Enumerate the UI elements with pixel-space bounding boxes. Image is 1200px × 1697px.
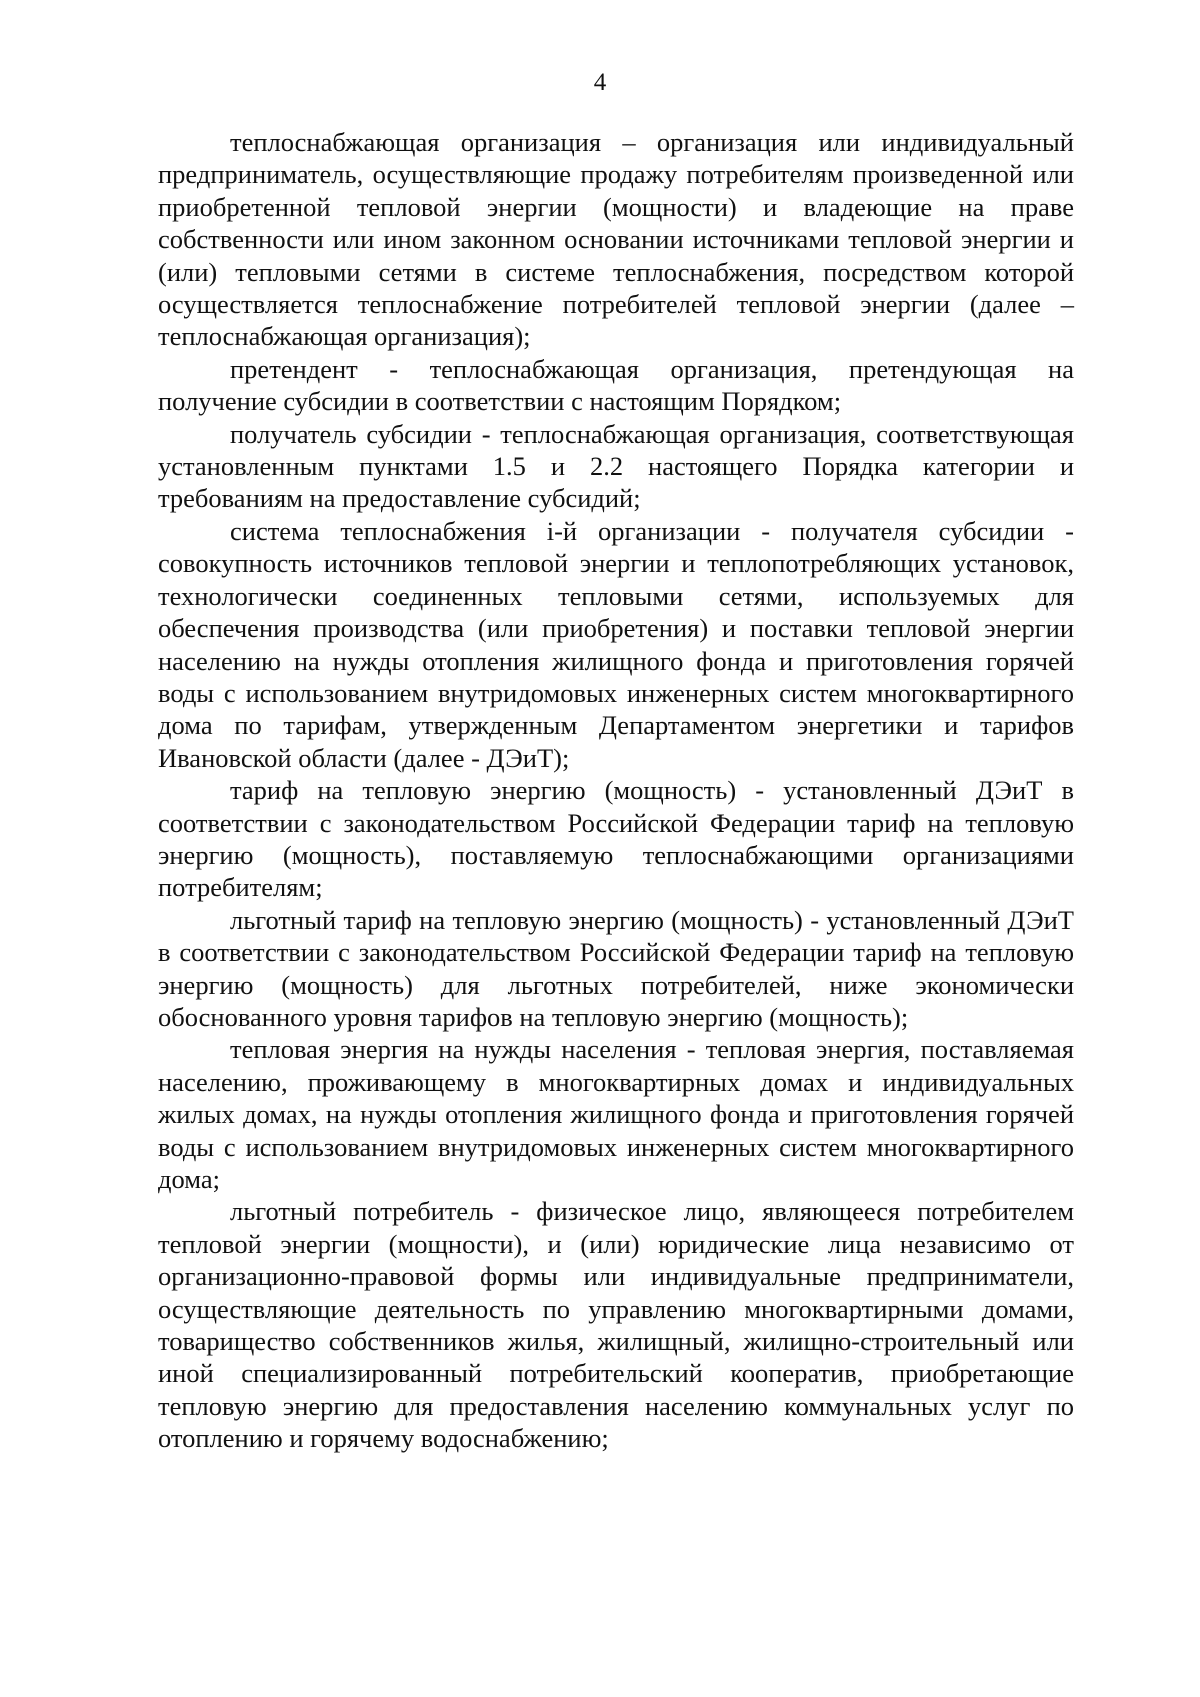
paragraph-heat-supply-system: система теплоснабжения i-й организации - получателя субсидии - совокупность источников тепловой энергии и теплопотребляющих установок, технологически соединенных тепловыми сетями, используемых для обеспечения производства (или приобретения) и поставки тепловой энергии населению на нужды отопления жилищного фонда и приготовления горячей воды с использованием внутридомовых инженерных систем многоквартирного дома по тарифам, утвержденным Департаментом энергетики и тарифов Ивановской области (далее - ДЭиТ); — [158, 515, 1074, 773]
paragraph-subsidy-recipient: получатель субсидии - теплоснабжающая организация, соответствующая установленным пунктами 1.5 и 2.2 настоящего Порядка категории и требованиям на предоставление субсидий; — [158, 418, 1074, 514]
paragraph-heat-supply-organization: теплоснабжающая организация – организация или индивидуальный предприниматель, осуществляющие продажу потребителям произведенной или приобретенной тепловой энергии (мощности) и владеющие на праве собственности или ином законном основании источниками тепловой энергии и (или) тепловыми сетями в системе теплоснабжения, посредством которой осуществляется теплоснабжение потребителей тепловой энергии (далее – теплоснабжающая организация); — [158, 127, 1074, 352]
paragraph-heat-energy-for-population: тепловая энергия на нужды населения - тепловая энергия, поставляемая населению, проживающему в многоквартирных домах и индивидуальных жилых домах, на нужды отопления жилищного фонда и приготовления горячей воды с использованием внутридомовых инженерных систем многоквартирного дома; — [158, 1034, 1074, 1194]
paragraph-applicant: претендент - теплоснабжающая организация, претендующая на получение субсидии в соответствии с настоящим Порядком; — [158, 353, 1074, 417]
page-number: 4 — [593, 69, 607, 96]
paragraph-preferential-tariff: льготный тариф на тепловую энергию (мощность) - установленный ДЭиТ в соответствии с законодательством Российской Федерации тариф на тепловую энергию (мощность) для льготных потребителей, ниже экономически обоснованного уровня тарифов на тепловую энергию (мощность); — [158, 904, 1074, 1032]
document-body — [158, 126, 1074, 1455]
paragraph-preferential-consumer: льготный потребитель - физическое лицо, являющееся потребителем тепловой энергии (мощности), и (или) юридические лица независимо от организационно-правовой формы или индивидуальные предприниматели, осуществляющие деятельность по управлению многоквартирными домами, товарищество собственников жилья, жилищный, жилищно-строительный или иной специализированный потребительский кооператив, приобретающие тепловую энергию для предоставления населению коммунальных услуг по отоплению и горячему водоснабжению; — [158, 1196, 1074, 1454]
paragraph-heat-tariff: тариф на тепловую энергию (мощность) - установленный ДЭиТ в соответствии с законодательством Российской Федерации тариф на тепловую энергию (мощность), поставляемую теплоснабжающими организациями потребителям; — [158, 775, 1074, 903]
